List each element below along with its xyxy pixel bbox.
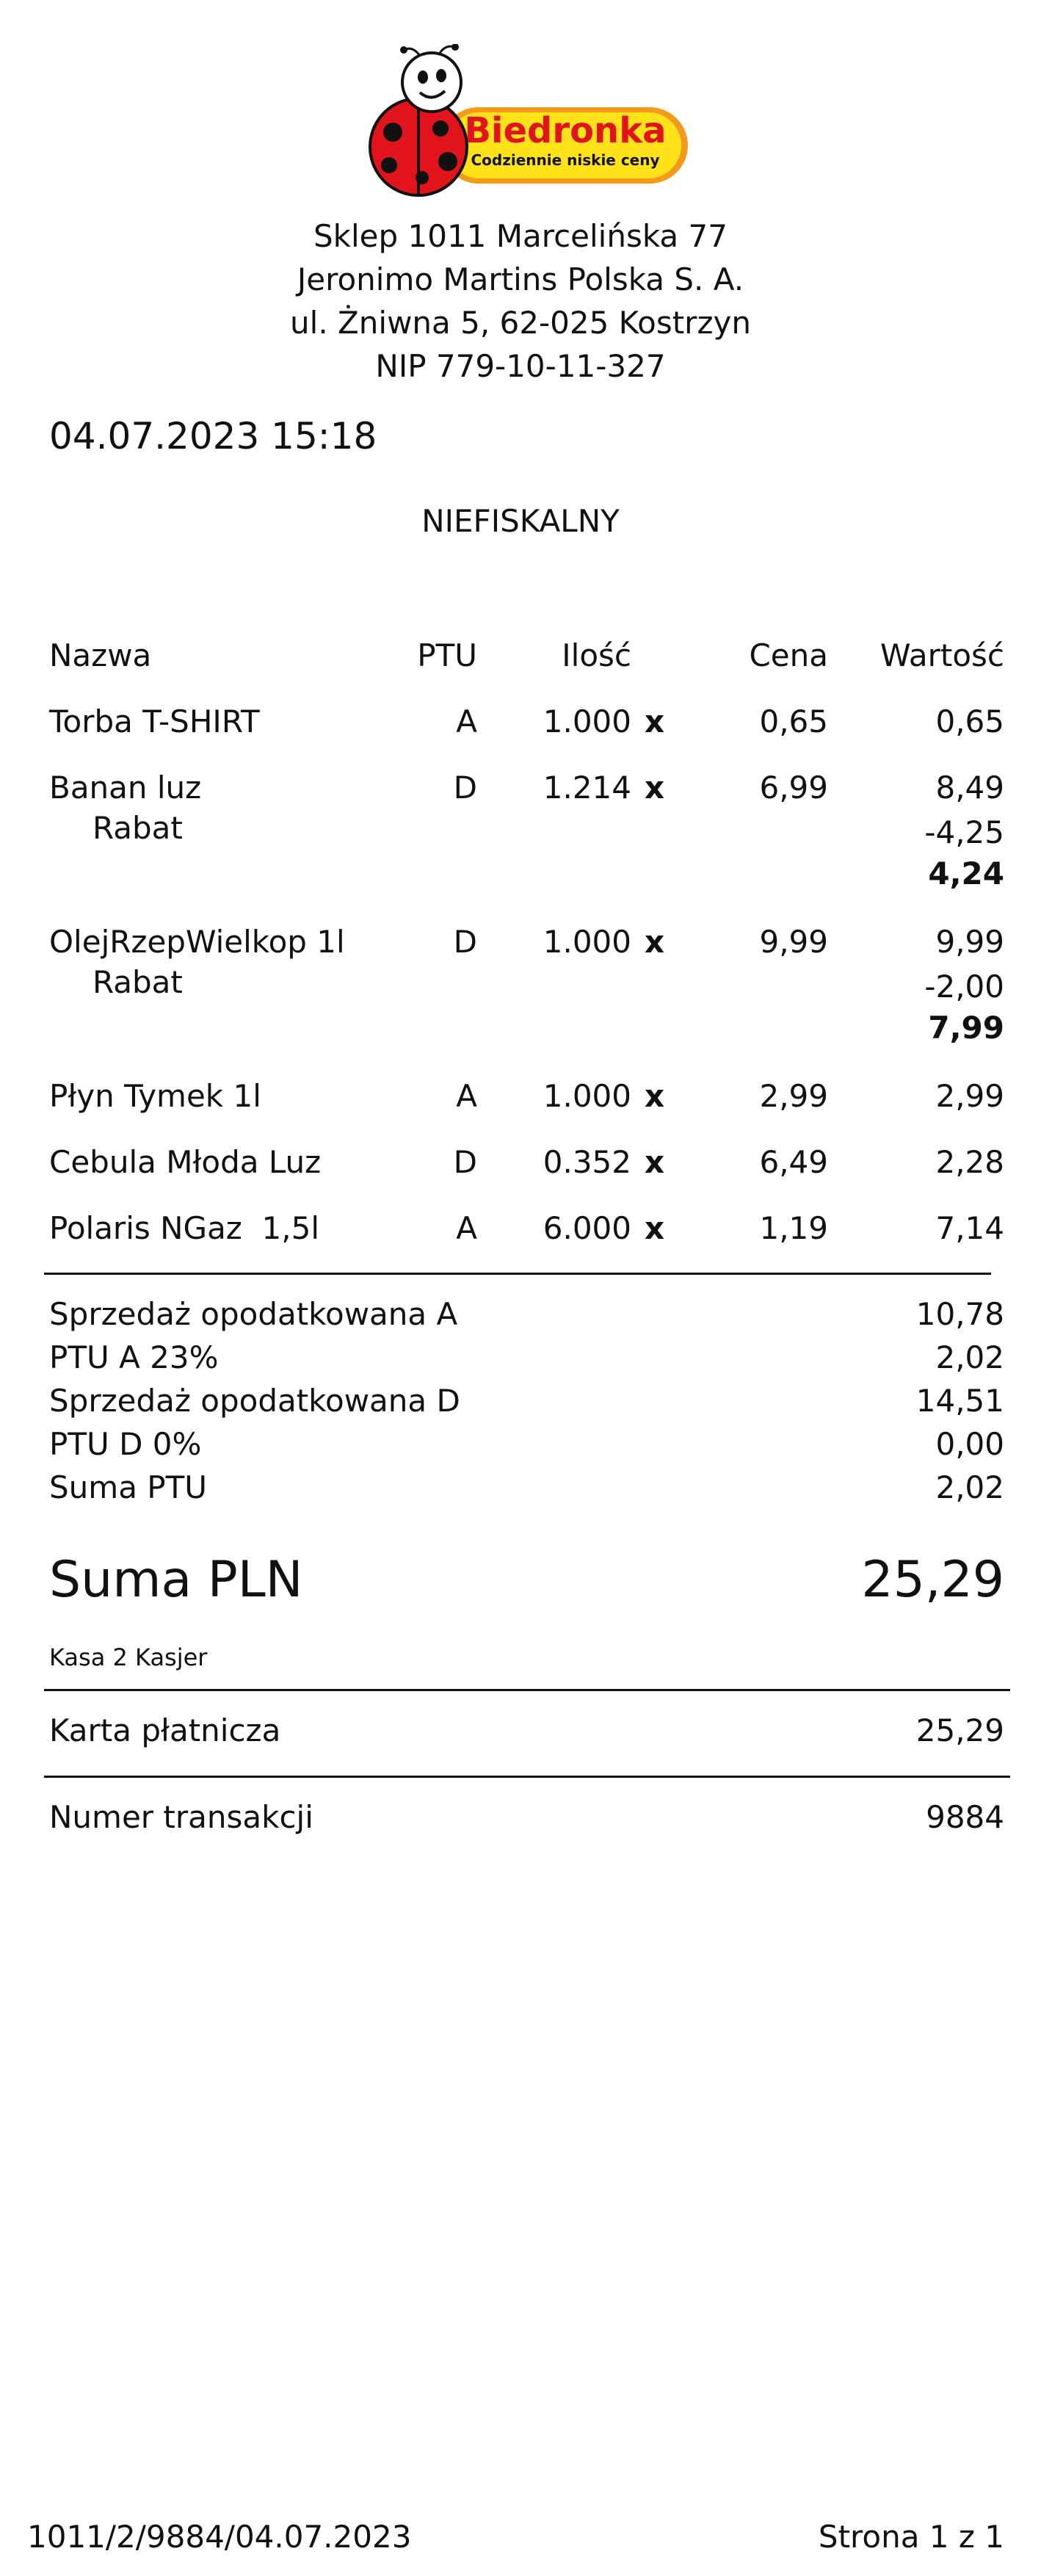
table-row [0, 1144, 1041, 1188]
ladybug-logo-icon [352, 44, 697, 198]
item-name: Cebula Młoda Luz [49, 1144, 322, 1180]
tax-value: 14,51 [915, 1383, 1004, 1419]
transaction-number: 9884 [926, 1799, 1004, 1835]
item-name: Polaris NGaz 1,5l [49, 1210, 320, 1246]
tax-label: Sprzedaż opodatkowana D [49, 1383, 460, 1419]
multiply-sign: x [645, 924, 665, 960]
col-ptu: PTU [417, 637, 477, 673]
cashier-info: Kasa 2 Kasjer [49, 1643, 208, 1671]
tax-label: Sprzedaż opodatkowana A [49, 1296, 458, 1332]
multiply-sign: x [645, 703, 665, 739]
items-divider [44, 1273, 991, 1275]
total-value: 25,29 [861, 1551, 1004, 1609]
item-final-value: 7,99 [928, 1010, 1004, 1046]
receipt-datetime: 04.07.2023 15:18 [49, 415, 377, 457]
item-price: 2,99 [759, 1078, 828, 1114]
table-row [0, 770, 1041, 814]
multiply-sign: x [645, 1144, 665, 1180]
item-ptu: A [456, 1210, 477, 1246]
tax-label: Suma PTU [49, 1469, 208, 1505]
multiply-sign: x [645, 770, 665, 806]
item-ptu: D [453, 924, 477, 960]
table-row [0, 1210, 1041, 1254]
footer-page-number: Strona 1 z 1 [818, 2519, 1004, 2555]
item-qty: 0.352 [543, 1144, 631, 1180]
store-street-line: ul. Żniwna 5, 62-025 Kostrzyn [290, 305, 751, 341]
tax-label: PTU A 23% [49, 1339, 219, 1375]
transaction-label: Numer transakcji [49, 1799, 313, 1835]
item-ptu: A [456, 1078, 477, 1114]
item-ptu: A [456, 703, 477, 739]
cashier-divider [44, 1689, 1010, 1691]
item-value: 7,14 [935, 1210, 1004, 1246]
multiply-sign: x [645, 1078, 665, 1114]
item-ptu: D [453, 770, 477, 806]
tax-value: 2,02 [935, 1339, 1004, 1375]
item-price: 9,99 [759, 924, 828, 960]
table-header [0, 637, 1041, 681]
col-value: Wartość [880, 637, 1004, 673]
item-price: 0,65 [759, 703, 828, 739]
discount-row [0, 810, 1041, 854]
store-company-line: Jeronimo Martins Polska S. A. [297, 261, 744, 297]
total-label: Suma PLN [49, 1551, 303, 1609]
item-ptu: D [453, 1144, 477, 1180]
item-price: 6,99 [759, 770, 828, 806]
discount-value: -4,25 [924, 814, 1004, 850]
item-qty: 1.000 [543, 924, 631, 960]
discount-row [0, 964, 1041, 1008]
item-final-value: 4,24 [928, 855, 1004, 891]
table-row [0, 1078, 1041, 1122]
item-name: Banan luz [49, 770, 202, 806]
final-value-row [0, 1010, 1041, 1054]
final-value-row [0, 855, 1041, 900]
svg-text:Codziennie niskie ceny: Codziennie niskie ceny [471, 151, 660, 169]
col-qty: Ilość [562, 637, 631, 673]
item-name: OlejRzepWielkop 1l [49, 924, 345, 960]
payment-label: Karta płatnicza [49, 1712, 281, 1748]
item-value: 2,99 [935, 1078, 1004, 1114]
store-address-line: Sklep 1011 Marcelińska 77 [313, 218, 728, 254]
item-qty: 1.000 [543, 703, 631, 739]
payment-divider [44, 1776, 1010, 1778]
item-qty: 1.000 [543, 1078, 631, 1114]
payment-value: 25,29 [915, 1712, 1004, 1748]
item-price: 6,49 [759, 1144, 828, 1180]
discount-label: Rabat [93, 810, 183, 846]
item-price: 1,19 [759, 1210, 828, 1246]
tax-label: PTU D 0% [49, 1426, 202, 1462]
multiply-sign: x [645, 1210, 665, 1246]
col-price: Cena [749, 637, 828, 673]
tax-value: 0,00 [935, 1426, 1004, 1462]
discount-label: Rabat [93, 964, 183, 1000]
item-name: Torba T-SHIRT [49, 703, 260, 739]
svg-text:Biedronka: Biedronka [464, 110, 667, 151]
item-value: 8,49 [935, 770, 1004, 806]
tax-value: 2,02 [935, 1469, 1004, 1505]
biedronka-logo [352, 44, 697, 198]
item-name: Płyn Tymek 1l [49, 1078, 261, 1114]
item-qty: 1.214 [543, 770, 631, 806]
col-name: Nazwa [49, 637, 152, 673]
footer-document-id: 1011/2/9884/04.07.2023 [27, 2519, 412, 2555]
discount-value: -2,00 [924, 969, 1004, 1005]
item-value: 9,99 [935, 924, 1004, 960]
item-value: 0,65 [935, 703, 1004, 739]
document-type: NIEFISKALNY [421, 503, 620, 539]
table-row [0, 924, 1041, 968]
table-row [0, 703, 1041, 748]
item-value: 2,28 [935, 1144, 1004, 1180]
store-nip-line: NIP 779-10-11-327 [375, 348, 666, 384]
tax-value: 10,78 [915, 1296, 1004, 1332]
item-qty: 6.000 [543, 1210, 631, 1246]
